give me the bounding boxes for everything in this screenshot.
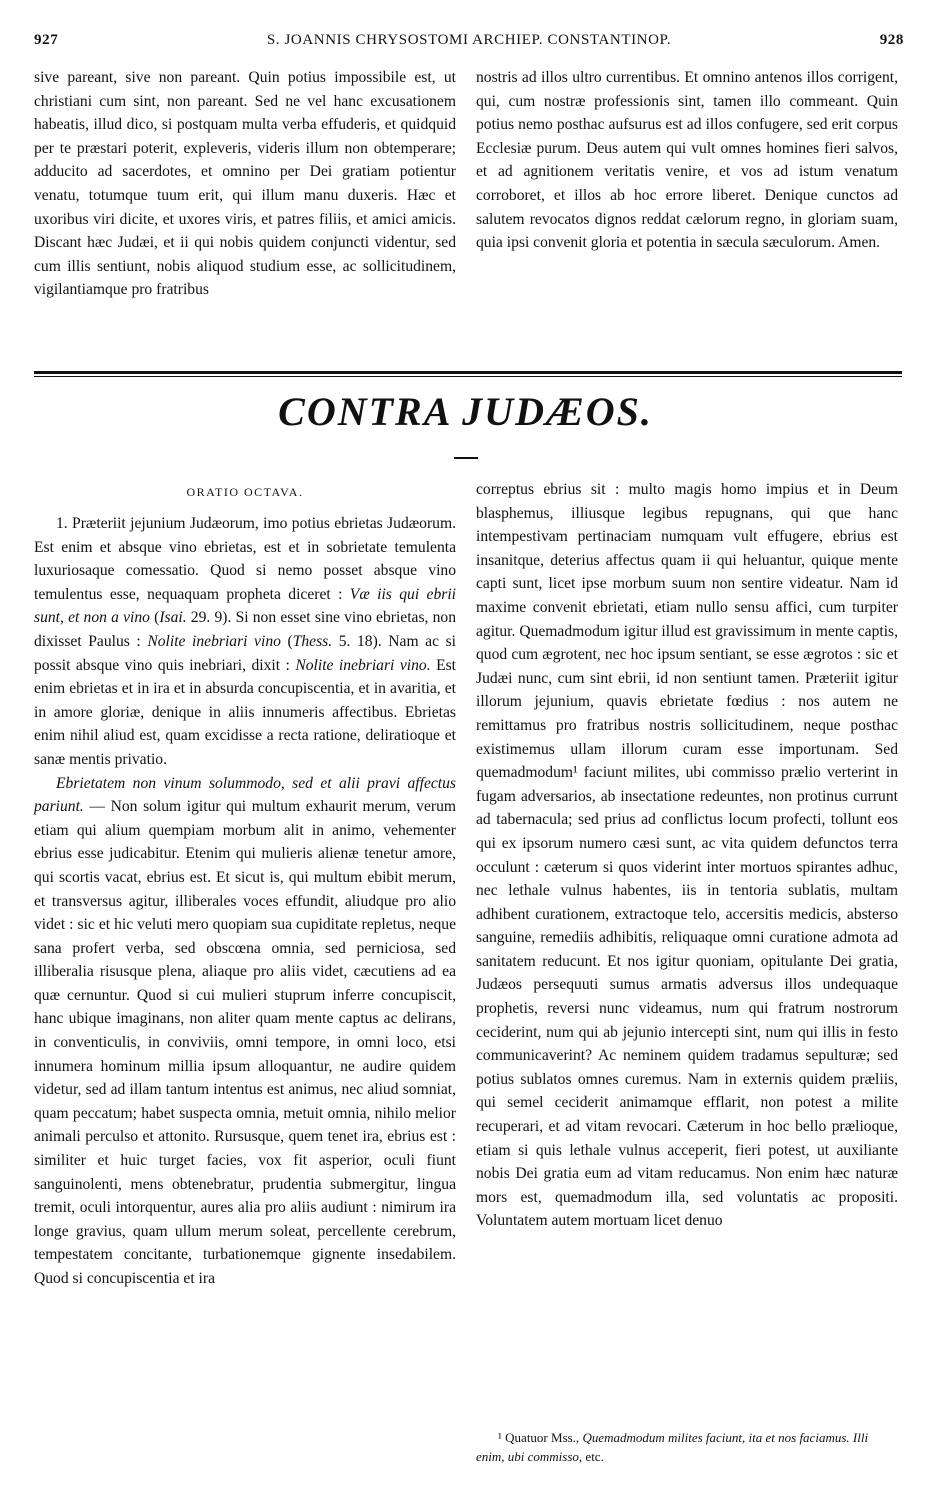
text-run: Est enim ebrietas et in ira et in absurda concupiscentia, et in avaritia, et in amore gloriæ, denique in aliis innumeris affectibus. Ebrietas enim nihil aliud est, quam excidisse a recta ratione, deliratioque et sanæ mentis privatio. xyxy=(34,656,456,768)
scripture-quote: Væ iis qui ebrii sunt, et non a vino xyxy=(34,585,456,627)
footnote xyxy=(476,1428,898,1466)
scripture-quote: Nolite inebriari vino. xyxy=(295,656,431,674)
paragraph-2 xyxy=(34,772,456,1291)
text-run: 1. Præteriit jejunium Judæorum, imo potius ebrietas Judæorum. Est enim et absque vino ebrietas, est et in sobrietate temulenta luxuriosaque comessatio. Quod si nemo posset absque vino temulentus esse, nequaquam propheta diceret : xyxy=(34,515,456,603)
top-left-paragraph: sive pareant, sive non pareant. Quin potius impossibile est, ut christiani cum sint, non pareant. Sed ne vel hanc excusationem habeatis, illud dico, si postquam multa verba effuderis, et quidquid per te præstari poterit, expleveris, videris illum non obtemperare; adducito ad sacerdotes, et omnino per Dei gratiam potientur venatu, totumque tuum erit, qui illum manu duxeris. Hæc et uxoribus viri dicite, et uxores viris, et patres filiis, et amici amicis. Discant hæc Judæi, et ii qui nobis quidem conjuncti videntur, sed cum illis sentiunt, nobis aliquod studium esse, ac sollicitudinem, vigilantiamque pro fratribus xyxy=(34,69,456,299)
text-run: Quatuor Mss., xyxy=(501,1430,583,1445)
running-header xyxy=(34,32,904,54)
scripture-reference: Isai. xyxy=(159,609,187,627)
top-right-column xyxy=(476,66,898,255)
text-run: etc. xyxy=(582,1449,604,1464)
text-run: — Non solum igitur qui multum exhaurit merum, verum etiam qui alium quempiam morbum alit in animo, vehementer ebrius esse judicabitur. Etenim qui mulieris alienæ tenetur amore, qui scortis vacat, ebrius est. Et sicut is, qui multum ebibit merum, et transversus agitur, illiberales voces effundit, aliudque pro alio videt : sic et hic veluti mero quopiam sua cupiditate repletus, neque sana profert verba, sed obscœna omnia, sed perniciosa, sed illiberalia risusque plena, aliaque pro aliis videt, cæcutiens ad ea quæ cernuntur. Quod si cui mulieri stuprum inferre concupiscit, hanc ubique imaginans, non aliter quam mente captus ac delirans, in conventiculis, in conviviis, omni tempore, in omni loco, etsi innumera hominum millia ipsum alloquantur, ne audire quidem videtur, sed ad illam tantum intentus est animus, nec aliud somniat, quam peccatum; habet suspecta omnia, metuit omnia, nihilo melior animali perculso et attonito. Rursusque, quem tenet ira, ebrius est : similiter et huic turget facies, vox fit asperior, oculi fiunt sanguinolenti, mens obtenebratur, prudentia submergitur, lingua tremit, oculi intorquentur, aures alia pro aliis audiunt : nimirum ira longe gravius, quam ullum merum soleat, percellente cerebrum, tempestatem concitante, turbationemque gignente insedabilem. Quod si concupiscentia et ira xyxy=(34,798,456,1287)
page-number-left: 927 xyxy=(34,32,59,48)
top-right-paragraph: nostris ad illos ultro currentibus. Et omnino antenos illos corrigent, qui, cum nostræ professionis sint, tamen illo commeant. Quin potius nemo posthac aufsurus est ad illos confugere, sed erit corpus Ecclesiæ purum. Deus autem qui vult omnes homines fieri salvos, et ad agnitionem veritatis venire, et vos ad istum venatum corroboret, et illos ab hoc errore liberet. Denique cunctos ad salutem revocatos dignos reddat cælorum regno, in gloriam suam, quia ipsi convenit gloria et potentia in sæcula sæculorum. Amen. xyxy=(476,69,898,252)
text-run: 5. 18). Nam ac si possit absque vino quis inebriari, dixit : xyxy=(34,632,456,674)
text-run: 29. 9). Si non esset sine vino ebrietas, non dixisset Paulus : xyxy=(34,609,457,650)
title-ornament-rule xyxy=(454,457,478,459)
paragraph-continued: correptus ebrius sit : multo magis homo impius et in Deum blasphemus, illiusque legibus repugnans, qui que hanc intempestivam pertinaciam numquam vult effugere, ebrius est insanitque, deterius affectus quam ii qui heluantur, quique mente capti sunt, licet ipse morbum suum non sentire videatur. Nam id maxime convenit ebrietati, etiam nullo sensu affici, cum turpiter agitur. Quemadmodum igitur illud est gravissimum in mente captis, quod cum ægrotent, nec hoc ipsum sentiant, se esse ægrotos : sic et Judæi nunc, cum sint ebrii, id non sentiunt tamen. Præteriit igitur illorum jejunium, quavis ebrietate fœdius : nos autem ne remittamus pro fratribus nostris sollicitudinem, neque posthac existimemus ullam illorum curam esse importunam. Sed quemadmodum¹ faciunt milites, ubi commisso prælio verterint in fugam adversarios, ab insectatione redeuntes, non protinus currunt ad tabernacula; sed prius ad conflictus locum profecti, tollunt eos qui ex ipsorum numero cæsi sunt, ac vita quidem defunctos terra occulunt : cæterum si quos viderint inter mortuos spirantes adhuc, nec lethale vulnus habentes, iis in tentoria sublatis, multam adhibent curationem, extractoque telo, accersitis medicis, absterso sanguine, remediis adhibitis, reliquaque omni curatione admota ad sanitatem reducunt. Et nos igitur quoniam, opitulante Dei gratia, Judæos persequuti sumus armatis adversus illos undequaque prophetis, reversi nunc videamus, num qui fratrum nostrorum ceciderint, num qui ab jejunio intercepti sint, num qui illis in festo communicaverint? Ac neminem quidem tradamus sepulturæ; sed potius sublatos omnes curemus. Nam in externis quidem præliis, qui semel ceciderit animamque efflarit, non potest a milite recuperari, et ad vitam revocari. Cæterum in hoc bello prælioque, etiam si quis lethale vulnus acceperit, fieri potest, ut auxiliante nobis Dei gratia eum ad vitam reducamus. Non enim hæc naturæ mors est, quemadmodum illa, sed voluntatis ac propositi. Voluntatem autem mortuam licet denuo xyxy=(476,481,898,1230)
section-divider-thin xyxy=(34,376,902,377)
text-run: ( xyxy=(280,632,293,650)
oration-heading: ORATIO OCTAVA. xyxy=(186,485,304,499)
main-left-column xyxy=(34,512,456,1291)
text-run: ( xyxy=(149,609,160,627)
section-title: CONTRA JUDÆOS. xyxy=(278,389,653,434)
paragraph-1 xyxy=(34,512,456,772)
footnote-quote: Quemadmodum milites faciunt, ita et nos faciamus. Illi enim, ubi commisso, xyxy=(476,1430,869,1464)
footnote-mark: ¹ xyxy=(498,1430,502,1445)
running-title: S. JOANNIS CHRYSOSTOMI ARCHIEP. CONSTANTINOP. xyxy=(266,32,672,48)
paragraph-heading: Ebrietatem non vinum solummodo, sed et alii pravi affectus pariunt. xyxy=(34,774,456,816)
scripture-quote: Nolite inebriari vino xyxy=(147,632,281,650)
page-number-right: 928 xyxy=(879,32,904,48)
main-right-column xyxy=(476,478,898,1233)
top-left-column xyxy=(34,66,456,302)
section-divider xyxy=(34,371,902,374)
scripture-reference: Thess. xyxy=(292,632,333,650)
